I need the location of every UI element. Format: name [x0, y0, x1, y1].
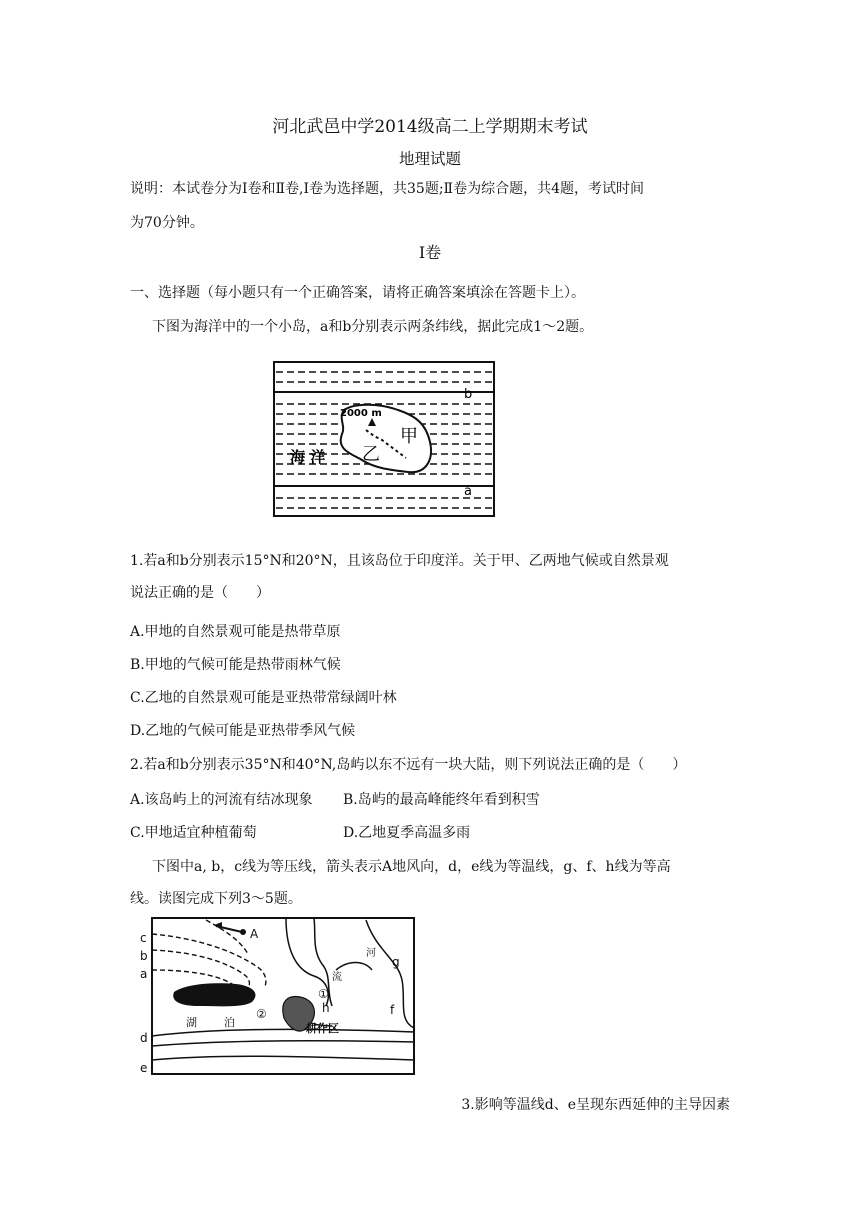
isobar-b-label: b — [140, 949, 148, 963]
q2-option-a: A.该岛屿上的河流有结冰现象 — [130, 792, 313, 808]
exam-note-line1: 说明：本试卷分为Ⅰ卷和Ⅱ卷,Ⅰ卷为选择题，共35题;Ⅱ卷为综合题，共4题，考试时间 — [130, 181, 644, 197]
contour-f-label: f — [390, 1003, 395, 1017]
isotherm-d-label: d — [140, 1031, 148, 1045]
elevation-label: 2000 m — [340, 408, 382, 419]
isobar-c-label: c — [140, 931, 147, 945]
q1-option-c: C.乙地的自然景观可能是亚热带常绿阔叶林 — [130, 690, 397, 706]
river-label-2: 流 — [332, 972, 342, 983]
q2-option-b: B.岛屿的最高峰能终年看到积雪 — [343, 792, 540, 808]
isotherm-e-label: e — [140, 1061, 148, 1075]
q1-stem-line1: 1.若a和b分别表示15°N和20°N，且该岛位于印度洋。关于甲、乙两地气候或自然景观 — [130, 553, 669, 569]
part-heading: 一、选择题（每小题只有一个正确答案，请将正确答案填涂在答题卡上）。 — [130, 285, 585, 301]
isobar-a-label: a — [140, 967, 148, 981]
river-label-1: 河 — [366, 948, 376, 959]
point-a-label: A — [250, 927, 259, 941]
q2-stem: 2.若a和b分别表示35°N和40°N,岛屿以东不远有一块大陆，则下列说法正确的是（ ） — [130, 757, 687, 773]
q1-option-a: A.甲地的自然景观可能是热带草原 — [130, 624, 341, 640]
latitude-b-label: b — [464, 387, 473, 402]
place-yi-label: 乙 — [362, 444, 380, 465]
q1-option-d: D.乙地的气候可能是亚热带季风气候 — [130, 723, 356, 739]
q2-option-c: C.甲地适宜种植葡萄 — [130, 825, 257, 841]
section-heading: Ⅰ卷 — [418, 243, 442, 262]
lake-label-2: 泊 — [224, 1016, 235, 1029]
contour-map-figure — [136, 910, 422, 1082]
q1-option-b: B.甲地的气候可能是热带雨林气候 — [130, 657, 341, 673]
exam-subtitle: 地理试题 — [398, 150, 461, 168]
intro-q3-5-line1: 下图中a, b，c线为等压线，箭头表示A地风向，d，e线为等温线，g、f、h线为等高 — [152, 859, 671, 875]
contour-h-label: h — [322, 1001, 330, 1015]
island-map-figure — [270, 350, 500, 522]
intro-q1-2: 下图为海洋中的一个小岛，a和b分别表示两条纬线，据此完成1～2题。 — [152, 319, 594, 335]
ocean-label: 海 洋 — [290, 448, 326, 466]
q1-stem-line2: 说法正确的是（ ） — [130, 585, 270, 601]
q2-option-d: D.乙地夏季高温多雨 — [343, 825, 471, 841]
lake-label-1: 湖 — [186, 1016, 197, 1029]
q3-stem: 3.影响等温线d、e呈现东西延伸的主导因素 — [461, 1097, 730, 1113]
exam-note-line2: 为70分钟。 — [130, 215, 204, 231]
farmland-label: 耕作区 — [306, 1022, 339, 1035]
place-jia-label: 甲 — [400, 426, 418, 447]
contour-g-label: g — [392, 955, 400, 969]
intro-q3-5-line2: 线。读图完成下列3～5题。 — [130, 891, 302, 907]
point-1-label: ① — [318, 987, 329, 1001]
exam-title: 河北武邑中学2014级高二上学期期末考试 — [272, 117, 588, 137]
point-2-label: ② — [256, 1007, 267, 1021]
latitude-a-label: a — [464, 484, 472, 499]
